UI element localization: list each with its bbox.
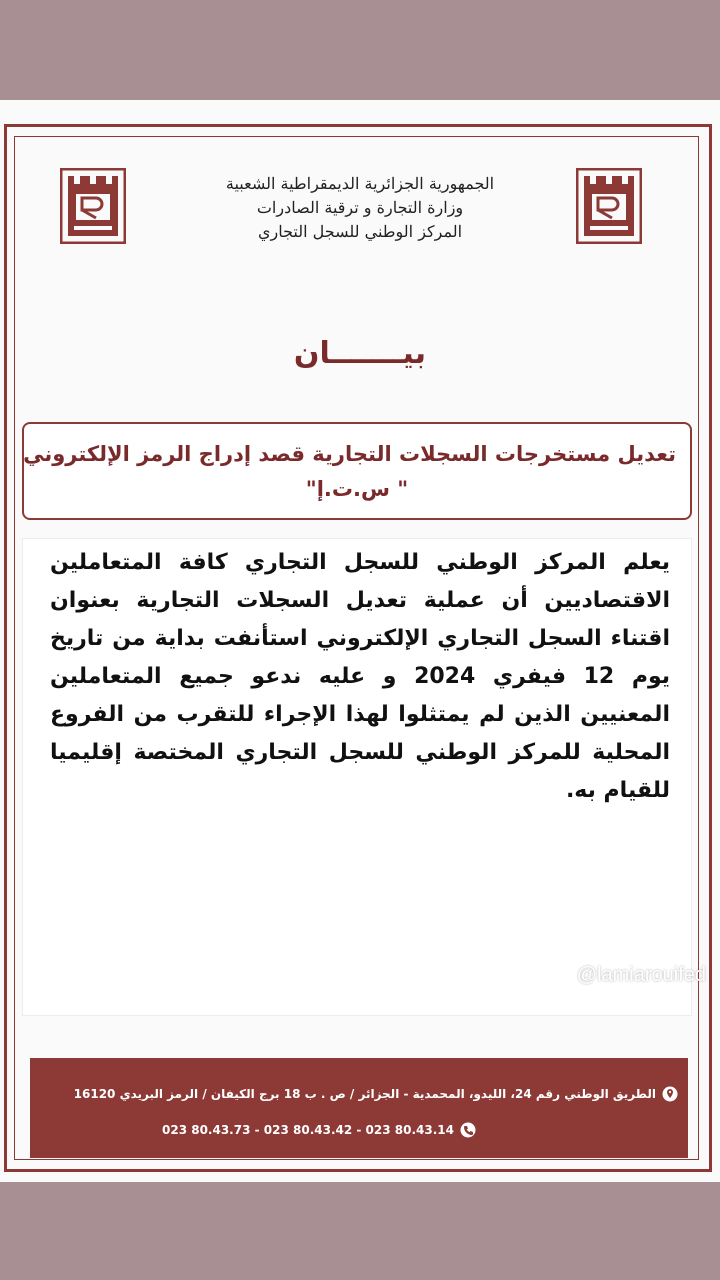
header-center: المركز الوطني للسجل التجاري <box>257 222 463 241</box>
subject-box <box>22 422 692 520</box>
tiktok-icon <box>529 965 547 985</box>
announcement-heading: بيـــــــان <box>293 336 427 371</box>
announcement-body: يعلم المركز الوطني للسجل التجاري كافة المتعاملين الاقتصاديين أن عملية تعديل السجلات التجارية بعنوان اقتناء السجل التجاري الإلكتروني استأنفت بداية من تاريخ يوم 12 فيفري 2024 و عليه ندعو جميع المتعاملين المعنيين الذين لم يمتثلوا لهذا الإجراء للتقرب من الفروع المحلية للمركز الوطني للسجل التجاري المختصة إقليميا للقيام به. <box>50 550 671 803</box>
header-country: الجمهورية الجزائرية الديمقراطية الشعبية <box>225 174 495 193</box>
footer-address: الطريق الوطني رقم 24، الليدو، المحمدية - الجزائر / ص . ب 18 برج الكيفان / الرمز البريدي 16120 <box>73 1087 656 1101</box>
watermark <box>529 960 706 990</box>
logo-emblem-icon <box>576 168 642 244</box>
subject-title: تعديل مستخرجات السجلات التجارية قصد إدراج الرمز الإلكتروني <box>23 442 676 466</box>
document-page <box>0 100 720 1182</box>
logo-emblem-icon <box>60 168 126 244</box>
subject-code: " س.ت.إ" <box>305 477 409 501</box>
document-header <box>150 172 570 244</box>
footer-bar <box>30 1058 688 1158</box>
footer-phones: 023 80.43.73 - 023 80.43.42 - 023 80.43.14 <box>162 1123 454 1137</box>
footer-address-row <box>40 1086 678 1102</box>
phone-icon <box>460 1122 476 1138</box>
header-ministry: وزارة التجارة و ترقية الصادرات <box>256 198 464 217</box>
footer-phone-row <box>162 1122 582 1138</box>
profile-icon <box>553 965 571 985</box>
location-icon <box>662 1086 678 1102</box>
watermark-handle: @lamiarouifed <box>576 963 706 986</box>
